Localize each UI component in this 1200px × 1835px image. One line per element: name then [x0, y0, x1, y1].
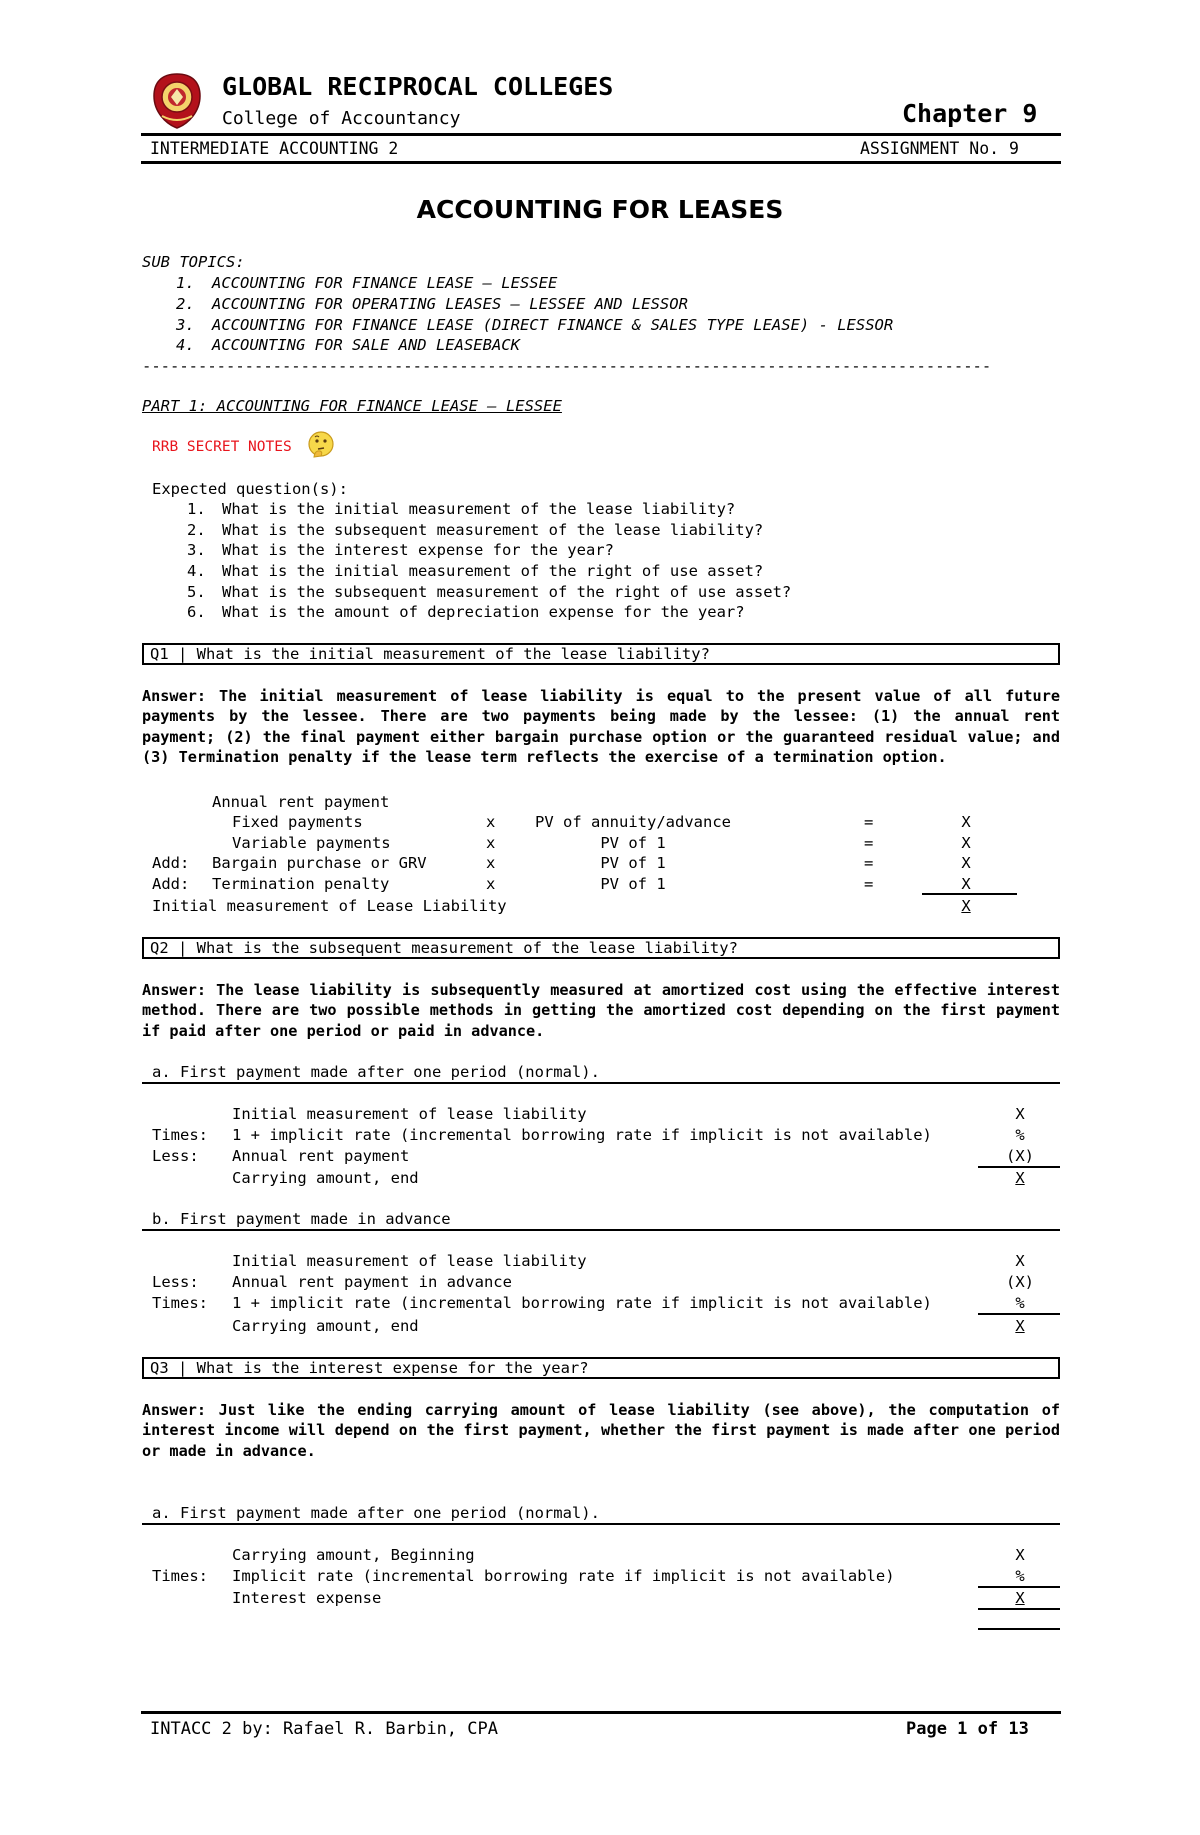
page-title: ACCOUNTING FOR LEASES	[416, 195, 784, 224]
question-number: 1.	[187, 500, 206, 518]
row-value: X	[961, 813, 971, 831]
chapter-label: Chapter 9	[902, 99, 1038, 128]
header-rule-bottom	[141, 161, 1061, 164]
row-prefix: Less:	[152, 1147, 199, 1165]
dashed-separator: -------------------------------------------------------------------------------------------	[142, 357, 992, 375]
row-label: Implicit rate (incremental borrowing rate if implicit is not available)	[232, 1567, 895, 1585]
college-logo	[152, 72, 202, 130]
thinking-face-icon	[306, 430, 336, 460]
expected-questions-label: Expected question(s):	[152, 480, 348, 498]
row-prefix: Times:	[152, 1294, 208, 1312]
college-name: College of Accountancy	[222, 108, 461, 129]
row-times: x	[486, 834, 496, 852]
subtopic-number: 1.	[176, 274, 195, 292]
expected-question: What is the initial measurement of the right of use asset?	[222, 562, 764, 580]
annual-rent-label: Annual rent payment	[212, 793, 390, 811]
row-label: 1 + implicit rate (incremental borrowing rate if implicit is not available)	[232, 1126, 932, 1144]
row-value: X	[1015, 1317, 1025, 1335]
row-factor: PV of 1	[600, 854, 666, 872]
subtopics-label: SUB TOPICS:	[142, 253, 245, 271]
row-value: X	[1015, 1546, 1025, 1564]
q1-box	[142, 643, 1060, 665]
subtopic-item: ACCOUNTING FOR OPERATING LEASES – LESSEE AND LESSOR	[212, 295, 688, 313]
row-prefix: Times:	[152, 1567, 208, 1585]
header-rule-top	[141, 133, 1061, 136]
row-value: %	[1015, 1126, 1025, 1144]
subtopic-number: 2.	[176, 295, 195, 313]
row-times: x	[486, 875, 496, 893]
expected-question: What is the initial measurement of the lease liability?	[222, 500, 736, 518]
row-label: Bargain purchase or GRV	[212, 854, 427, 872]
row-label: Fixed payments	[232, 813, 363, 831]
row-value: X	[1015, 1105, 1025, 1123]
question-number: 6.	[187, 603, 206, 621]
total-label: Initial measurement of Lease Liability	[152, 897, 507, 915]
subtopic-number: 3.	[176, 316, 195, 334]
part1-heading: PART 1: ACCOUNTING FOR FINANCE LEASE – LESSEE	[142, 397, 562, 415]
q2-a-rule	[142, 1082, 1060, 1084]
row-label: Interest expense	[232, 1589, 382, 1607]
row-factor: PV of annuity/advance	[535, 813, 731, 831]
row-label: Carrying amount, end	[232, 1317, 419, 1335]
row-equals: =	[864, 875, 874, 893]
row-label: Annual rent payment	[232, 1147, 410, 1165]
row-value: (X)	[1006, 1147, 1034, 1165]
q2-answer: Answer: The lease liability is subsequently measured at amortized cost using the effective interest method. There are two possible methods in getting the amortized cost depending on the first payment if paid after one period or paid in advance.	[142, 981, 1060, 1040]
q2-b-rule	[142, 1229, 1060, 1231]
q3-box	[142, 1357, 1060, 1379]
expected-question: What is the subsequent measurement of the right of use asset?	[222, 583, 792, 601]
sum-rule	[922, 893, 1017, 895]
row-label: Carrying amount, end	[232, 1169, 419, 1187]
row-label: Initial measurement of lease liability	[232, 1105, 587, 1123]
subtopic-number: 4.	[176, 336, 195, 354]
row-label: Initial measurement of lease liability	[232, 1252, 587, 1270]
q2-a-heading: a. First payment made after one period (normal).	[152, 1063, 600, 1081]
footer-author: INTACC 2 by: Rafael R. Barbin, CPA	[150, 1719, 498, 1739]
secret-notes-label: RRB SECRET NOTES	[152, 439, 292, 455]
expected-question: What is the subsequent measurement of the lease liability?	[222, 521, 764, 539]
row-value: X	[961, 875, 971, 893]
subtopic-item: ACCOUNTING FOR FINANCE LEASE – LESSEE	[212, 274, 558, 292]
row-value: (X)	[1006, 1273, 1034, 1291]
question-number: 4.	[187, 562, 206, 580]
row-value: X	[961, 834, 971, 852]
question-number: 2.	[187, 521, 206, 539]
row-prefix: Times:	[152, 1126, 208, 1144]
expected-question: What is the amount of depreciation expense for the year?	[222, 603, 745, 621]
double-rule	[978, 1608, 1060, 1610]
double-rule	[978, 1628, 1060, 1630]
row-value: X	[961, 854, 971, 872]
q2-title: Q2 | What is the subsequent measurement of the lease liability?	[150, 939, 738, 957]
q3-a-rule	[142, 1523, 1060, 1525]
row-factor: PV of 1	[600, 834, 666, 852]
row-label: Termination penalty	[212, 875, 390, 893]
row-prefix: Add:	[152, 875, 190, 893]
row-times: x	[486, 813, 496, 831]
row-prefix: Add:	[152, 854, 190, 872]
q1-answer: Answer: The initial measurement of lease liability is equal to the present value of all future payments by the lessee. There are two payments being made by the lessee: (1) the annual rent payment; (2) the final payment either bargain purchase option or the guaranteed residual value; and (3) Termination penalty if the lease term reflects the exercise of a termination option.	[142, 687, 1060, 766]
row-value: %	[1015, 1567, 1025, 1585]
expected-question: What is the interest expense for the year?	[222, 541, 614, 559]
total-value: X	[961, 897, 971, 915]
footer-page-number: Page 1 of 13	[906, 1719, 1029, 1739]
subtopic-item: ACCOUNTING FOR SALE AND LEASEBACK	[212, 336, 520, 354]
row-factor: PV of 1	[600, 875, 666, 893]
course-name: INTERMEDIATE ACCOUNTING 2	[150, 139, 399, 158]
q2-b-heading: b. First payment made in advance	[152, 1210, 451, 1228]
row-label: 1 + implicit rate (incremental borrowing rate if implicit is not available)	[232, 1294, 932, 1312]
row-equals: =	[864, 813, 874, 831]
row-value: X	[1015, 1169, 1025, 1187]
q3-title: Q3 | What is the interest expense for the year?	[150, 1359, 589, 1377]
row-equals: =	[864, 834, 874, 852]
row-label: Carrying amount, Beginning	[232, 1546, 475, 1564]
footer-rule	[141, 1711, 1061, 1714]
q3-a-heading: a. First payment made after one period (normal).	[152, 1504, 600, 1522]
row-label: Annual rent payment in advance	[232, 1273, 512, 1291]
college-seal-logo-icon	[152, 72, 202, 130]
row-times: x	[486, 854, 496, 872]
assignment-number: ASSIGNMENT No. 9	[860, 139, 1019, 158]
subtopic-item: ACCOUNTING FOR FINANCE LEASE (DIRECT FINANCE & SALES TYPE LEASE) - LESSOR	[212, 316, 894, 334]
row-equals: =	[864, 854, 874, 872]
sum-rule	[978, 1313, 1060, 1315]
q1-title: Q1 | What is the initial measurement of the lease liability?	[150, 645, 710, 663]
row-value: %	[1015, 1294, 1025, 1312]
row-value: X	[1015, 1589, 1025, 1607]
q2-box	[142, 937, 1060, 959]
school-name: GLOBAL RECIPROCAL COLLEGES	[222, 72, 614, 101]
row-value: X	[1015, 1252, 1025, 1270]
question-number: 5.	[187, 583, 206, 601]
row-prefix: Less:	[152, 1273, 199, 1291]
question-number: 3.	[187, 541, 206, 559]
q3-answer: Answer: Just like the ending carrying amount of lease liability (see above), the computation of interest income will depend on the first payment, whether the first payment is made after one period or made in advance.	[142, 1401, 1060, 1460]
row-label: Variable payments	[232, 834, 391, 852]
